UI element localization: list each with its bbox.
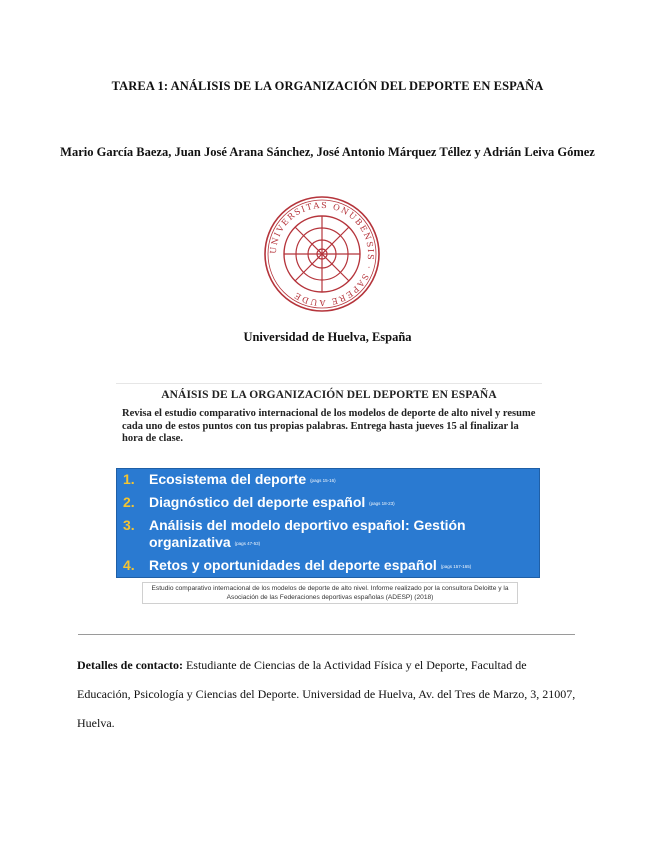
topics-box (116, 468, 540, 578)
topic-pages: (pags 18-23) (369, 500, 395, 506)
slide-divider (116, 383, 542, 384)
university-seal-icon (262, 194, 382, 314)
topic-item (123, 471, 336, 489)
topic-item (123, 494, 395, 512)
author-list: Mario García Baeza, Juan José Arana Sánchez, José Antonio Márquez Téllez y Adrián Leiva Gómez (60, 145, 595, 159)
slide-instruction: Revisa el estudio comparativo internacional de los modelos de deporte de alto nivel y resume cada uno de estos puntos con tus propias palabras. Entrega hasta jueves 15 al finalizar la hora de clase. (122, 408, 536, 444)
topic-text: Diagnóstico del deporte español (149, 494, 366, 510)
topic-item (123, 557, 471, 575)
slide-caption: Estudio comparativo internacional de los modelos de deporte de alto nivel. Informe realizado por la consultora Deloitte y la Asociación de las Federaciones deportivas españolas (ADESP) (2018) (142, 582, 518, 604)
topic-number: 1. (123, 471, 135, 487)
topic-number: 2. (123, 494, 135, 510)
topic-number: 4. (123, 557, 135, 573)
contact-details (77, 651, 582, 738)
contact-label: Detalles de contacto: (77, 658, 183, 672)
topic-pages: (pags 15-16) (310, 477, 336, 483)
topic-number: 3. (123, 517, 135, 533)
topic-item (123, 517, 533, 552)
university-name: Universidad de Huelva, España (243, 330, 412, 344)
embedded-slide-image (116, 383, 542, 607)
document-title: TAREA 1: ANÁLISIS DE LA ORGANIZACIÓN DEL DEPORTE EN ESPAÑA (111, 79, 544, 93)
slide-heading: ANÁISIS DE LA ORGANIZACIÓN DEL DEPORTE EN ESPAÑA (161, 389, 497, 401)
topic-pages: (pags 157-165) (440, 563, 472, 569)
topic-pages: (pags 47-53) (234, 540, 261, 546)
topic-text: Retos y oportunidades del deporte español (149, 557, 437, 573)
horizontal-divider (78, 634, 575, 635)
topic-text: Análisis del modelo deportivo español: Gestión (149, 517, 466, 533)
topic-text-continued: organizativa (149, 534, 231, 550)
topic-text: Ecosistema del deporte (149, 471, 307, 487)
contact-text: Estudiante de Ciencias de la Actividad Física y el Deporte, Facultad de Educación, Psicología y Ciencias del Deporte. Universidad de Huelva, Av. del Tres de Marzo, 3, 21007, Huelva. (77, 658, 576, 730)
seal-text: UNIVERSITAS ONUBENSIS · SAPERE AUDE (267, 199, 377, 309)
